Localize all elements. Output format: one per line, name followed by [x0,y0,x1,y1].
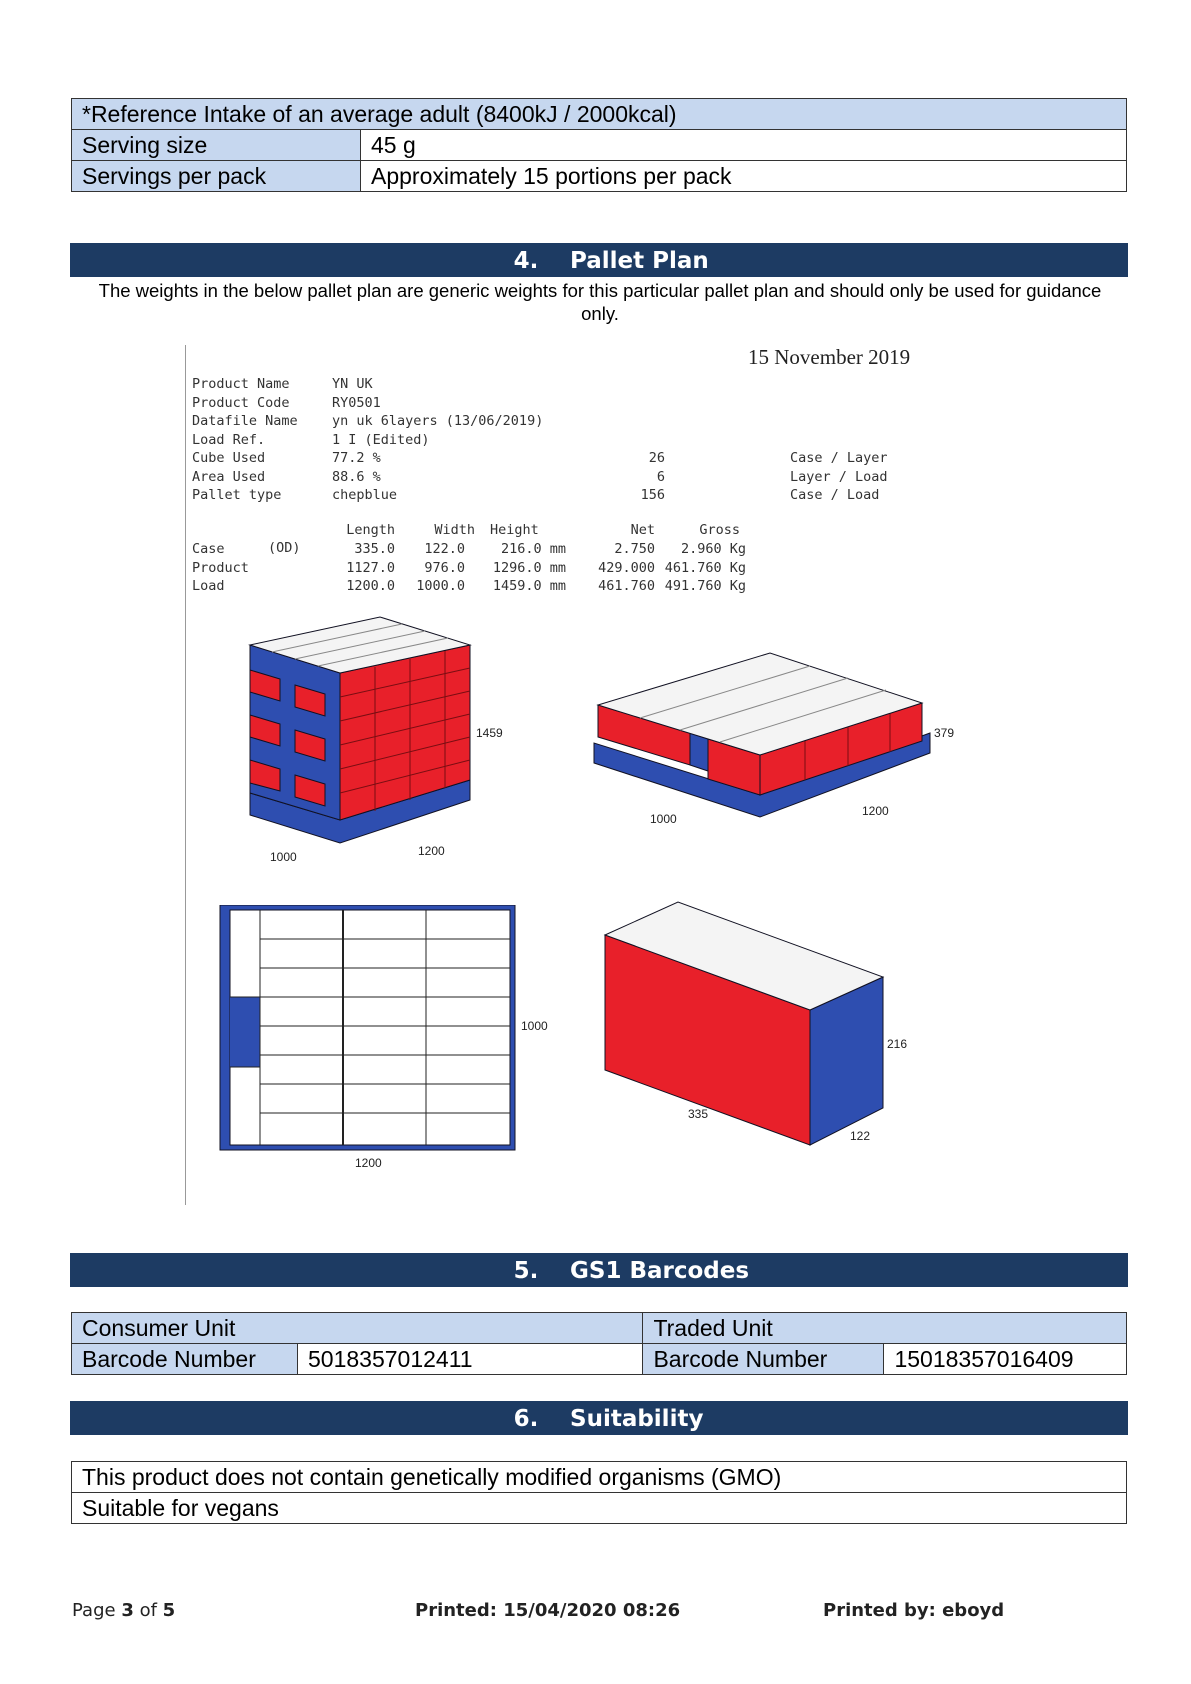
field-label: Product Code [192,394,290,411]
case-diagram [600,900,940,1160]
dims-header-net: Net [630,522,655,538]
count-unit: Case / Layer [790,450,888,466]
page-of: of [133,1600,163,1621]
section-title: GS1 Barcodes [570,1258,750,1284]
dims-gross: 491.760 Kg [664,578,746,594]
servings-per-pack-value: Approximately 15 portions per pack [361,161,1127,192]
dims-widths [390,540,465,596]
field-value: YN UK [332,376,373,392]
layer-diagram [590,645,980,845]
dims-row-name: Load [192,578,225,594]
consumer-barcode-value: 5018357012411 [298,1344,643,1375]
case-length-label: 335 [688,1107,709,1121]
count-unit: Layer / Load [790,468,888,485]
count-unit: Case / Load [790,487,880,503]
dims-row-tag: (OD) [268,540,301,556]
page-prefix: Page [72,1600,122,1621]
consumer-unit-header: Consumer Unit [72,1313,643,1344]
traded-barcode-value: 15018357016409 [884,1344,1127,1375]
dims-length: 1127.0 [346,559,395,576]
report-margin-line [185,345,186,1205]
suitability-table [71,1461,1127,1524]
dims-row-name: Case [192,541,225,557]
top-view-length-label: 1200 [355,1156,382,1170]
page-number [72,1600,175,1621]
dims-width: 976.0 [424,559,465,576]
case-width-label: 122 [850,1129,871,1143]
dims-nets [570,540,655,596]
count-value: 6 [656,468,665,485]
dims-row-name: Product [192,559,249,576]
dims-width: 1000.0 [416,578,465,594]
field-values [332,375,543,505]
load-length-label: 1200 [418,844,445,858]
top-view-layer [230,910,510,1145]
dims-header-width: Width [434,522,475,538]
suitability-gmo: This product does not contain genetically modified organisms (GMO) [72,1462,1127,1493]
layer-length-label: 1200 [862,804,889,818]
dims-grosses [650,540,746,596]
load-width-label: 1000 [270,850,297,864]
page-current: 3 [121,1600,134,1621]
section-6-header [70,1401,1128,1435]
field-value: RY0501 [332,394,381,411]
field-value: 77.2 % [332,450,381,466]
top-view-width-label: 1000 [521,1019,548,1033]
field-value: 1 I (Edited) [332,431,430,448]
dims-header-length: Length [346,522,395,538]
section-title: Suitability [570,1406,704,1432]
dims-header-height: Height [490,522,539,538]
count-units [790,449,888,505]
case-height-label: 216 [887,1037,908,1051]
suitability-vegan: Suitable for vegans [72,1493,1127,1524]
load-height-label: 1459 [476,726,503,740]
pallet-plan-report [180,345,980,1205]
traded-unit-header: Traded Unit [643,1313,1127,1344]
nutrition-table [71,98,1127,192]
field-value: 88.6 % [332,468,381,485]
section-number: 6. [513,1406,539,1432]
field-label: Datafile Name [192,413,298,429]
dims-width: 122.0 [424,541,465,557]
dims-gross: 2.960 Kg [680,541,746,557]
count-value: 26 [648,450,665,466]
dims-height: 216.0 mm [500,541,566,557]
full-load-diagram [240,615,510,875]
layer-height-label: 379 [934,726,955,740]
section-title: Pallet Plan [570,248,709,274]
serving-size-label: Serving size [72,130,361,161]
field-label: Cube Used [192,450,266,466]
dims-net: 2.750 [614,541,655,557]
consumer-barcode-label: Barcode Number [72,1344,298,1375]
barcodes-table [71,1312,1127,1375]
field-label: Product Name [192,376,290,392]
top-view-diagram [210,905,570,1175]
section-4-header [70,243,1128,277]
dims-length: 1200.0 [346,578,395,594]
dims-net: 429.000 [598,559,655,576]
printed-date: Printed: 15/04/2020 08:26 [415,1600,681,1621]
section-number: 4. [513,248,539,274]
layer-width-label: 1000 [650,812,677,826]
page-total: 5 [162,1600,176,1621]
field-label: Area Used [192,468,266,485]
dims-header-gross: Gross [699,522,740,538]
dims-net: 461.760 [598,578,655,594]
pallet-plan-note: The weights in the below pallet plan are generic weights for this particular pallet plan and should only be used for guidance only. [98,280,1102,324]
dims-length: 335.0 [354,541,395,557]
serving-size-value: 45 g [361,130,1127,161]
servings-per-pack-label: Servings per pack [72,161,361,192]
dims-gross: 461.760 Kg [664,559,746,576]
report-date: 15 November 2019 [748,345,911,369]
reference-intake-cell: *Reference Intake of an average adult (8400kJ / 2000kcal) [72,99,1127,130]
field-label: Pallet type [192,487,282,503]
printed-by: Printed by: eboyd [823,1600,1005,1621]
layer-gap-case [690,733,708,771]
field-value: chepblue [332,487,398,503]
field-labels [192,375,298,505]
count-value: 156 [640,487,665,503]
top-view-gap [230,997,260,1067]
dims-lengths [320,540,395,596]
section-number: 5. [513,1258,539,1284]
section-5-header [70,1253,1128,1287]
field-value: yn uk 6layers (13/06/2019) [332,413,544,429]
count-values [600,449,665,505]
traded-barcode-label: Barcode Number [643,1344,884,1375]
dims-row-names [192,540,249,596]
dims-heights [460,540,566,596]
dims-height: 1459.0 mm [492,578,566,594]
dims-height: 1296.0 mm [492,559,566,576]
field-label: Load Ref. [192,431,266,448]
